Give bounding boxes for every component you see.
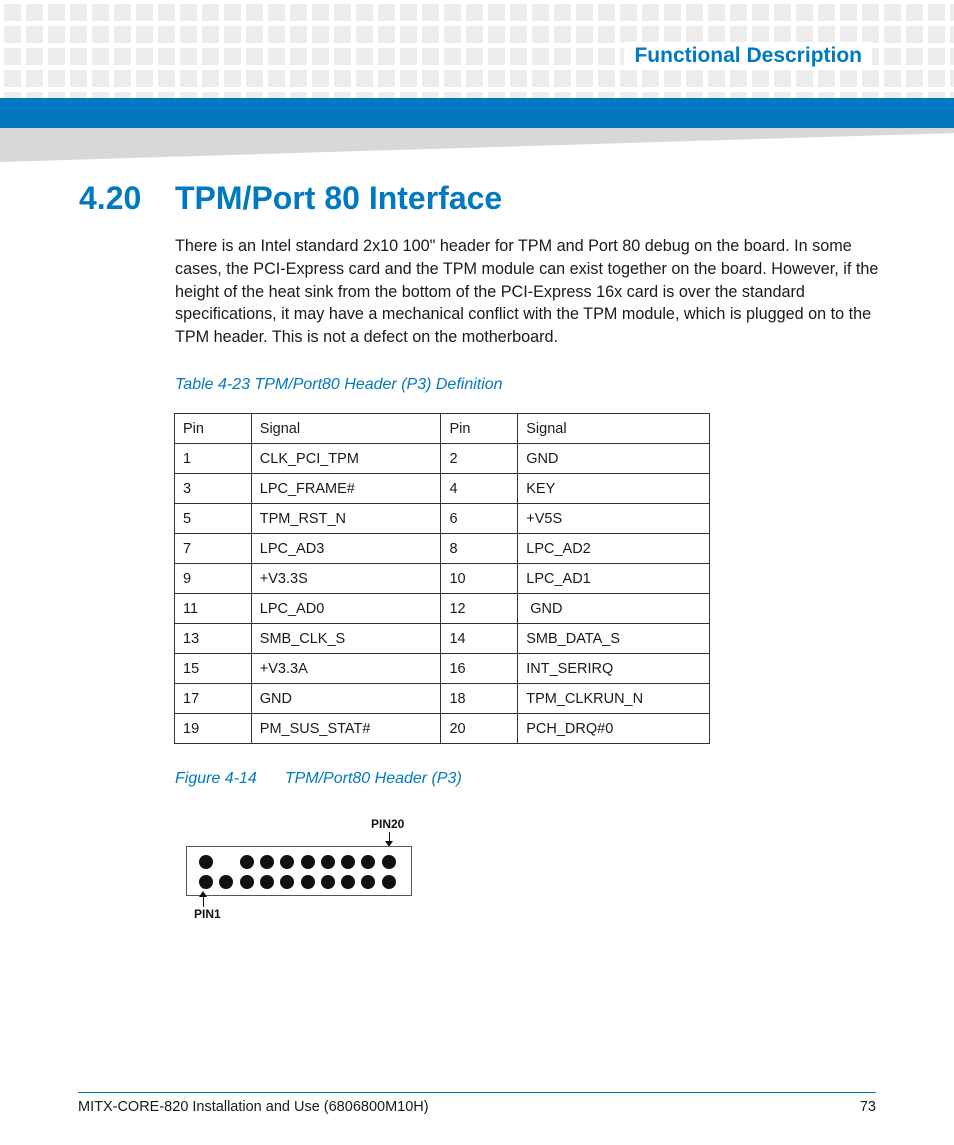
header-tile: [202, 4, 219, 21]
page-number: 73: [859, 1099, 876, 1115]
header-tile: [246, 70, 263, 87]
pin-dot: [199, 855, 213, 869]
header-tile: [884, 4, 901, 21]
header-tile: [70, 4, 87, 21]
header-tile: [752, 26, 769, 43]
figure-number: Figure 4-14: [175, 770, 257, 787]
signal-name-cell: GND: [518, 444, 710, 474]
section-number: 4.20: [79, 180, 142, 216]
header-tile: [576, 70, 593, 87]
pin-number-cell: 16: [441, 654, 518, 684]
header-tile: [730, 26, 747, 43]
header-tile: [268, 26, 285, 43]
header-tile: [796, 26, 813, 43]
header-tile: [554, 48, 571, 65]
pin-number-cell: 10: [441, 564, 518, 594]
footer-rule: [78, 1092, 876, 1093]
pin-dot: [240, 855, 254, 869]
header-tile: [290, 70, 307, 87]
header-tile: [92, 26, 109, 43]
header-tile: [598, 4, 615, 21]
header-tile: [4, 70, 21, 87]
pin-dot: [341, 855, 355, 869]
header-tile: [136, 4, 153, 21]
pin-number-cell: 3: [175, 474, 252, 504]
header-tile: [796, 70, 813, 87]
table-row: [175, 654, 710, 684]
header-tile: [334, 4, 351, 21]
header-tile: [510, 48, 527, 65]
pin-dot: [260, 855, 274, 869]
header-tile: [444, 26, 461, 43]
header-signal: Signal: [518, 414, 710, 444]
header-tile: [246, 26, 263, 43]
header-pin: Pin: [441, 414, 518, 444]
header-diagram: [186, 815, 416, 925]
header-tile: [334, 26, 351, 43]
header-tile: [246, 4, 263, 21]
pin-number-cell: 17: [175, 684, 252, 714]
pin-dot: [382, 875, 396, 889]
header-tile: [268, 4, 285, 21]
header-tile: [796, 4, 813, 21]
signal-name-cell: LPC_AD2: [518, 534, 710, 564]
header-tile: [950, 70, 954, 87]
pin-number-cell: 20: [441, 714, 518, 744]
pin-number-cell: 7: [175, 534, 252, 564]
pin-dot: [280, 875, 294, 889]
header-tile: [554, 26, 571, 43]
header-tile: [488, 70, 505, 87]
signal-name-cell: TPM_RST_N: [251, 504, 441, 534]
pin-definition-table: [174, 413, 710, 744]
header-tile: [466, 26, 483, 43]
header-tile: [312, 48, 329, 65]
signal-name-cell: TPM_CLKRUN_N: [518, 684, 710, 714]
header-tile: [158, 48, 175, 65]
header-tile: [158, 70, 175, 87]
header-tile: [422, 26, 439, 43]
header-tile: [312, 4, 329, 21]
table-row: [175, 594, 710, 624]
header-tile: [378, 48, 395, 65]
header-tile: [422, 4, 439, 21]
table-row: [175, 444, 710, 474]
header-tile: [114, 48, 131, 65]
header-tile: [818, 70, 835, 87]
pin-number-cell: 4: [441, 474, 518, 504]
header-tile: [422, 70, 439, 87]
header-tile: [928, 48, 945, 65]
header-tile: [48, 48, 65, 65]
pin-dot: [280, 855, 294, 869]
header-tile: [334, 70, 351, 87]
header-tile: [774, 26, 791, 43]
pin-number-cell: 1: [175, 444, 252, 474]
signal-name-cell: LPC_AD3: [251, 534, 441, 564]
header-tile: [532, 26, 549, 43]
header-tile: [774, 70, 791, 87]
pin-number-cell: 5: [175, 504, 252, 534]
pin-number-cell: 19: [175, 714, 252, 744]
pin-header-outline: [186, 846, 412, 896]
signal-name-cell: +V5S: [518, 504, 710, 534]
header-tile: [136, 26, 153, 43]
header-tile: [466, 48, 483, 65]
header-tile: [950, 48, 954, 65]
header-tile: [840, 4, 857, 21]
header-tile: [400, 48, 417, 65]
section-title: TPM/Port 80 Interface: [175, 180, 503, 216]
header-tile: [246, 48, 263, 65]
header-tile: [752, 4, 769, 21]
header-tile: [466, 70, 483, 87]
header-tile: [598, 48, 615, 65]
header-tile: [444, 48, 461, 65]
header-tile: [532, 70, 549, 87]
signal-name-cell: PM_SUS_STAT#: [251, 714, 441, 744]
header-tile: [334, 48, 351, 65]
header-tile: [202, 48, 219, 65]
header-tile: [752, 70, 769, 87]
header-tile: [378, 4, 395, 21]
header-tile: [136, 48, 153, 65]
header-tile: [906, 4, 923, 21]
pin-dot: [321, 855, 335, 869]
header-tile: [708, 4, 725, 21]
signal-name-cell: LPC_AD0: [251, 594, 441, 624]
header-tile: [202, 26, 219, 43]
header-tile: [26, 70, 43, 87]
pin-dot: [240, 875, 254, 889]
header-tile: [598, 70, 615, 87]
header-tile: [862, 4, 879, 21]
header-tile: [290, 26, 307, 43]
figure-title: TPM/Port80 Header (P3): [284, 770, 462, 787]
header-tile: [642, 26, 659, 43]
header-tile: [356, 4, 373, 21]
header-tile: [950, 26, 954, 43]
header-tile: [906, 26, 923, 43]
signal-name-cell: SMB_CLK_S: [251, 624, 441, 654]
header-tile: [378, 26, 395, 43]
header-tile: [554, 4, 571, 21]
table-row: [175, 624, 710, 654]
header-tile: [620, 4, 637, 21]
header-tile: [48, 4, 65, 21]
header-tile: [268, 70, 285, 87]
header-tile: [224, 48, 241, 65]
header-tile: [180, 26, 197, 43]
pin-number-cell: 18: [441, 684, 518, 714]
signal-name-cell: +V3.3S: [251, 564, 441, 594]
header-tile: [268, 48, 285, 65]
header-tile: [400, 26, 417, 43]
header-tile: [356, 26, 373, 43]
header-tile: [840, 70, 857, 87]
header-tile: [884, 70, 901, 87]
signal-name-cell: LPC_FRAME#: [251, 474, 441, 504]
header-tile: [444, 70, 461, 87]
pin-number-cell: 15: [175, 654, 252, 684]
header-tile: [180, 70, 197, 87]
header-tile: [202, 70, 219, 87]
header-tile: [356, 48, 373, 65]
header-tile: [642, 4, 659, 21]
header-tile: [444, 4, 461, 21]
pin-number-cell: 13: [175, 624, 252, 654]
header-tile: [92, 48, 109, 65]
header-tile: [686, 26, 703, 43]
header-tile: [114, 26, 131, 43]
header-blue-bar: [0, 98, 954, 128]
signal-name-cell: INT_SERIRQ: [518, 654, 710, 684]
pin1-label: PIN1: [194, 907, 221, 921]
header-tile: [884, 48, 901, 65]
pin-number-cell: 6: [441, 504, 518, 534]
table-row: [175, 504, 710, 534]
header-tile: [224, 70, 241, 87]
pin-number-cell: 12: [441, 594, 518, 624]
header-tile: [158, 4, 175, 21]
header-tile: [136, 70, 153, 87]
table-row: [175, 474, 710, 504]
header-tile: [664, 26, 681, 43]
header-tile: [4, 4, 21, 21]
header-tile: [664, 70, 681, 87]
header-tile: [290, 48, 307, 65]
signal-name-cell: PCH_DRQ#0: [518, 714, 710, 744]
pin-dot: [301, 855, 315, 869]
header-tile: [466, 4, 483, 21]
header-tile: [620, 26, 637, 43]
header-tile: [224, 4, 241, 21]
signal-name-cell: SMB_DATA_S: [518, 624, 710, 654]
pin-dot: [361, 855, 375, 869]
pin-number-cell: 8: [441, 534, 518, 564]
header-tile: [708, 26, 725, 43]
header-tile: [928, 26, 945, 43]
header-tile: [664, 4, 681, 21]
header-tile: [488, 26, 505, 43]
pin1-arrow-head: [199, 891, 207, 897]
pin-number-cell: 9: [175, 564, 252, 594]
header-tile: [554, 70, 571, 87]
header-tile: [818, 26, 835, 43]
table-row: [175, 534, 710, 564]
header-tile: [576, 48, 593, 65]
header-tile: [906, 48, 923, 65]
header-tile: [356, 70, 373, 87]
header-tile: [576, 26, 593, 43]
pin-dot: [321, 875, 335, 889]
header-tile: [730, 4, 747, 21]
header-tile: [378, 70, 395, 87]
header-tile: [774, 4, 791, 21]
header-tile: [840, 26, 857, 43]
pin-dot: [382, 855, 396, 869]
pin-dot: [219, 875, 233, 889]
signal-name-cell: GND: [518, 594, 710, 624]
header-tile: [488, 4, 505, 21]
header-tile: [510, 4, 527, 21]
pin-dot: [301, 875, 315, 889]
header-tile: [708, 70, 725, 87]
header-tile: [818, 4, 835, 21]
pin-dot: [199, 875, 213, 889]
header-tile: [224, 26, 241, 43]
chapter-title: Functional Description: [624, 42, 872, 70]
header-tile: [686, 4, 703, 21]
header-tile: [510, 70, 527, 87]
pin-number-cell: 2: [441, 444, 518, 474]
footer-doc-title: MITX-CORE-820 Installation and Use (6806800M10H): [78, 1099, 429, 1115]
header-tile: [576, 4, 593, 21]
header-tile: [26, 26, 43, 43]
header-tile: [92, 4, 109, 21]
header-tile: [4, 26, 21, 43]
header-tile: [620, 70, 637, 87]
header-tile: [114, 70, 131, 87]
header-tile: [862, 70, 879, 87]
header-tile: [114, 4, 131, 21]
table-row: [175, 684, 710, 714]
header-tile: [510, 26, 527, 43]
header-tile: [488, 48, 505, 65]
pin-number-cell: 14: [441, 624, 518, 654]
signal-name-cell: GND: [251, 684, 441, 714]
header-pin: Pin: [175, 414, 252, 444]
header-tile: [70, 70, 87, 87]
signal-name-cell: CLK_PCI_TPM: [251, 444, 441, 474]
header-tile: [290, 4, 307, 21]
header-tile: [400, 70, 417, 87]
header-tile: [48, 26, 65, 43]
header-tile: [92, 70, 109, 87]
header-tile: [180, 48, 197, 65]
pin20-label: PIN20: [371, 817, 405, 831]
signal-name-cell: +V3.3A: [251, 654, 441, 684]
header-grey-wedge: [0, 128, 954, 162]
signal-name-cell: LPC_AD1: [518, 564, 710, 594]
header-tile: [862, 26, 879, 43]
header-tile: [532, 48, 549, 65]
signal-name-cell: KEY: [518, 474, 710, 504]
header-signal: Signal: [251, 414, 441, 444]
header-tile: [730, 70, 747, 87]
header-tile: [400, 4, 417, 21]
header-tile: [906, 70, 923, 87]
header-tile: [928, 4, 945, 21]
pin-dot: [361, 875, 375, 889]
header-tile: [422, 48, 439, 65]
pin-dot: [341, 875, 355, 889]
header-tile: [884, 26, 901, 43]
header-tile: [4, 48, 21, 65]
header-tile: [158, 26, 175, 43]
header-tile: [312, 26, 329, 43]
header-tile: [928, 70, 945, 87]
table-caption: Table 4-23 TPM/Port80 Header (P3) Definition: [175, 376, 503, 393]
header-tile: [26, 48, 43, 65]
figure-caption: [175, 770, 462, 788]
header-tile: [48, 70, 65, 87]
pin-number-cell: 11: [175, 594, 252, 624]
header-tile: [642, 70, 659, 87]
header-tile: [70, 48, 87, 65]
header-tile: [950, 4, 954, 21]
table-row: [175, 564, 710, 594]
pin-dot: [260, 875, 274, 889]
section-body: There is an Intel standard 2x10 100" header for TPM and Port 80 debug on the board. In some cases, the PCI-Express card and the TPM module can exist together on the board. However, if the height of the heat sink from the bottom of the PCI-Express 16x card is over the standard specifications, it may have a mechanical conflict with the TPM module, which is plugged on to the TPM header. This is not a defect on the motherboard.: [175, 237, 879, 347]
table-header-row: [175, 414, 710, 444]
header-tile: [180, 4, 197, 21]
header-tile: [532, 4, 549, 21]
header-tile: [686, 70, 703, 87]
header-tile: [598, 26, 615, 43]
header-tile: [70, 26, 87, 43]
table-row: [175, 714, 710, 744]
header-tile: [26, 4, 43, 21]
header-tile: [312, 70, 329, 87]
